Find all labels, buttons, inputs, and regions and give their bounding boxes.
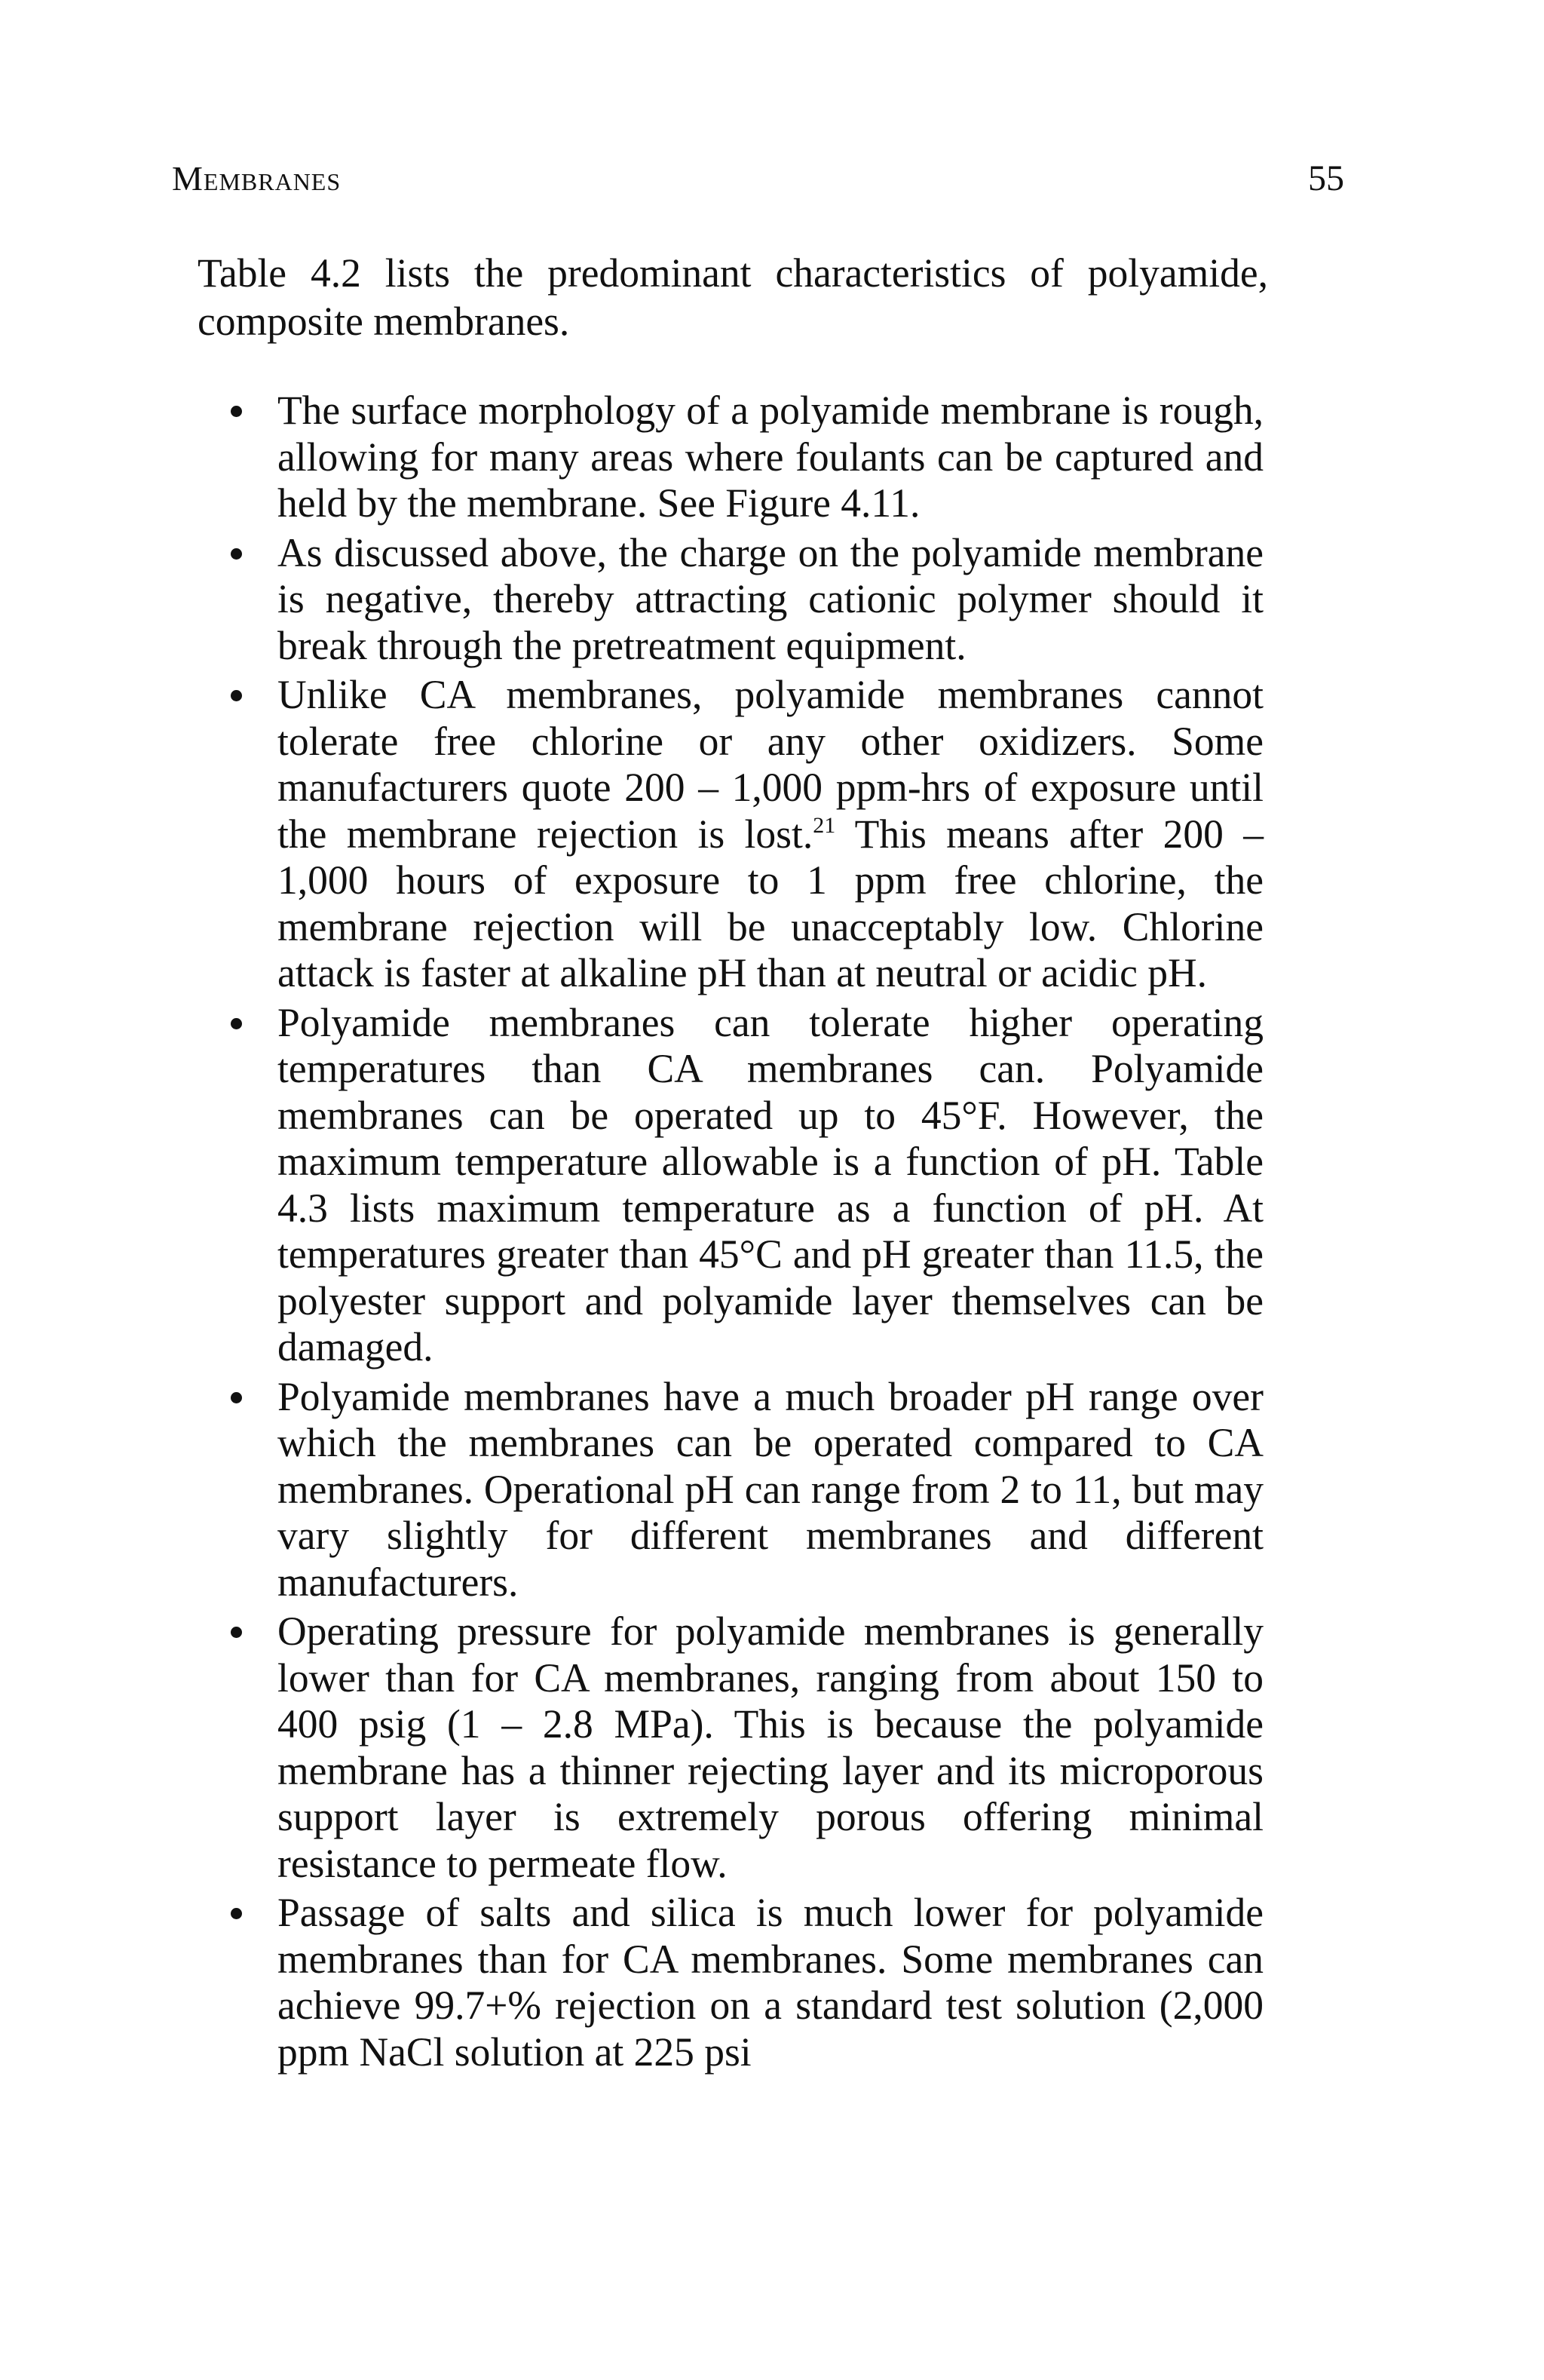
bullet-icon [231,690,242,701]
bullet-text: Polyamide membranes can tolerate higher operating temperatures than CA membranes can. Polyamide membranes can be operated up to 45°F. However, the maximum temperature allowable is a function of pH. Table 4.3 lists maximum temperature as a function of pH. At temperatures greater than 45°C and pH greater than 11.5, the polyester support and polyamide layer themselves can be damaged. [277,999,1264,1369]
bullet-icon [231,1018,242,1029]
bullet-item-chlorine [277,672,1264,997]
bullet-text-after-reference: This means after 200 – 1,000 hours of exposure to 1 ppm free chlorine, the membrane rejection will be unacceptably low. Chlorine attack is faster at alkaline pH than at neutral or acidic pH. [277,811,1264,995]
bullet-list [277,388,1264,2078]
bullet-text: Operating pressure for polyamide membranes is generally lower than for CA membranes, ranging from about 150 to 400 psig (1 – 2.8 MPa). This is because the polyamide membrane has a thinner rejecting layer and its microporous support layer is extremely porous offering minimal resistance to permeate flow. [277,1609,1264,1886]
bullet-text: As discussed above, the charge on the polyamide membrane is negative, thereby attracting cationic polymer should it break through the pretreatment equipment. [277,529,1264,668]
bullet-item-temperature [277,1000,1264,1371]
page-number: 55 [1308,158,1344,198]
running-head [172,152,1344,205]
bullet-item-ph-range [277,1374,1264,1606]
bullet-icon [231,1908,242,1919]
reference-superscript: 21 [813,812,836,838]
bullet-text-before-reference: Unlike CA membranes, polyamide membranes cannot tolerate free chlorine or any other oxidizers. Some manufacturers quote 200 – 1,000 ppm-hrs of exposure until the membrane rejection is lost. [277,672,1264,857]
bullet-icon [231,1392,242,1403]
bullet-text: Passage of salts and silica is much lower for polyamide membranes than for CA membranes. Some membranes can achieve 99.7+% rejection on a standard test solution (2,000 ppm NaCl solution at 225 psi [277,1890,1264,2075]
bullet-item-salt-passage [277,1890,1264,2075]
bullet-item-surface-morphology [277,388,1264,527]
bullet-icon [231,1627,242,1638]
running-title: Membranes [172,159,342,198]
bullet-text: The surface morphology of a polyamide membrane is rough, allowing for many areas where foulants can be captured and held by the membrane. See Figure 4.11. [277,388,1264,526]
intro-paragraph: Table 4.2 lists the predominant characteristics of polyamide, composite membranes. [198,250,1268,344]
bullet-item-operating-pressure [277,1609,1264,1887]
bullet-icon [231,406,242,417]
bullet-text: Polyamide membranes have a much broader pH range over which the membranes can be operated compared to CA membranes. Operational pH can range from 2 to 11, but may vary slightly for different membranes and different manufacturers. [277,1373,1264,1605]
bullet-item-charge [277,530,1264,670]
bullet-text [277,672,1264,995]
bullet-icon [231,548,242,560]
